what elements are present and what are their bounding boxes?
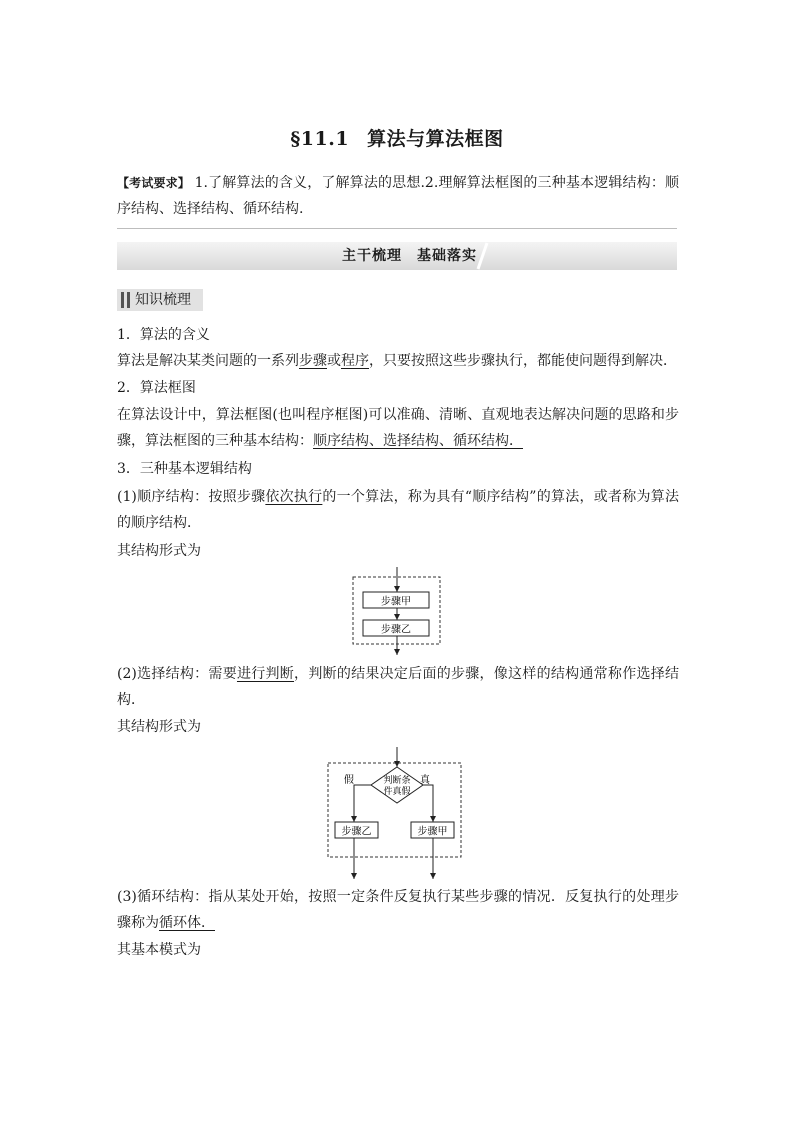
underlined-term: 循环体． bbox=[159, 915, 215, 931]
knowledge-tag bbox=[117, 289, 203, 311]
structure-form-caption-1: 其结构形式为 bbox=[117, 543, 201, 559]
exam-requirement-label: 【考试要求】 bbox=[117, 176, 190, 190]
tag-bar-icon bbox=[121, 292, 124, 308]
underlined-term: 循环结构． bbox=[453, 433, 523, 449]
selection-structure-diagram bbox=[325, 745, 465, 883]
step-right-label: 步骤甲 bbox=[417, 826, 448, 838]
text: (3)循环结构：指从某处开始，按照一定条件反复执行某些步骤的情况．反复执行的处理步骤称为 bbox=[117, 889, 679, 931]
exam-requirement-text: 1.了解算法的含义，了解算法的思想.2.理解算法框图的三种基本逻辑结构：顺序结构、选择结构、循环结构. bbox=[117, 175, 679, 217]
exam-requirement bbox=[117, 170, 679, 222]
banner-title: 主干梳理 基础落实 bbox=[342, 248, 477, 264]
underlined-term: 步骤 bbox=[299, 353, 327, 369]
heading-3: 3．三种基本逻辑结构 bbox=[117, 461, 252, 477]
structure-form-caption-3: 其基本模式为 bbox=[117, 942, 201, 958]
underlined-term: 依次执行 bbox=[265, 489, 323, 505]
section-banner bbox=[117, 242, 677, 270]
true-branch-arrow bbox=[423, 785, 433, 822]
text: 在算法设计中，算法框图(也叫程序框图)可以准确、清晰、直观地表达解决问题的思路和步骤，算法框图的三种基本结构： bbox=[117, 407, 679, 449]
condition-line-1: 判断条 bbox=[383, 776, 411, 786]
underlined-term: 顺序结构 bbox=[313, 433, 369, 449]
text: 的一个算法，称为具有“顺序结构”的算法，或者称为算法的顺序结构． bbox=[117, 489, 679, 531]
underlined-term: 程序 bbox=[341, 353, 369, 369]
structure-form-caption-2: 其结构形式为 bbox=[117, 719, 201, 735]
text: 或 bbox=[327, 353, 341, 369]
condition-line-2: 件真假 bbox=[383, 787, 411, 797]
step-a-label: 步骤甲 bbox=[381, 596, 411, 608]
underlined-separator: 、 bbox=[369, 433, 383, 449]
banner-slash-decoration bbox=[475, 242, 489, 270]
paragraph-1 bbox=[117, 348, 679, 374]
heading-1: 1．算法的含义 bbox=[117, 327, 210, 343]
page-title bbox=[0, 124, 794, 151]
false-branch-arrow bbox=[354, 785, 371, 822]
step-left-label: 步骤乙 bbox=[341, 826, 372, 838]
knowledge-tag-label: 知识梳理 bbox=[135, 292, 191, 308]
text: (2)选择结构：需要 bbox=[117, 666, 237, 682]
paragraph-3 bbox=[117, 484, 679, 536]
title-text: 算法与算法框图 bbox=[367, 128, 504, 150]
underlined-term: 进行判断 bbox=[236, 666, 295, 682]
paragraph-2 bbox=[117, 402, 679, 454]
underlined-separator: 、 bbox=[439, 433, 453, 449]
paragraph-4 bbox=[117, 661, 679, 713]
section-number: §11.1 bbox=[290, 128, 350, 150]
text: ，判断的结果决定后面的步骤，像这样的结构通常称作选择结构． bbox=[117, 666, 679, 708]
heading-2: 2．算法框图 bbox=[117, 380, 196, 396]
banner-top-rule bbox=[117, 228, 677, 229]
false-label: 假 bbox=[344, 775, 354, 786]
true-label: 真 bbox=[420, 775, 430, 786]
text: ，只要按照这些步骤执行，都能使问题得到解决． bbox=[369, 353, 677, 369]
sequence-structure-diagram bbox=[345, 565, 445, 658]
underlined-term: 选择结构 bbox=[383, 433, 439, 449]
tag-bar-icon bbox=[127, 292, 130, 308]
step-b-label: 步骤乙 bbox=[381, 624, 411, 636]
text: (1)顺序结构：按照步骤 bbox=[117, 489, 266, 505]
text: 算法是解决某类问题的一系列 bbox=[117, 353, 299, 369]
paragraph-5 bbox=[117, 884, 679, 936]
